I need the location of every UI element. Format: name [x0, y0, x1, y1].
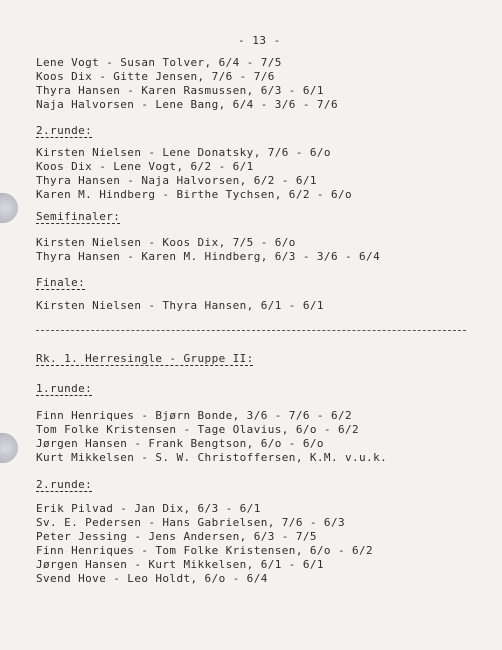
section-heading: Rk. 1. Herresingle - Gruppe II:: [36, 352, 254, 365]
page-number: - 13 -: [238, 34, 281, 47]
match-line: Jørgen Hansen - Frank Bengtson, 6/o - 6/o: [36, 437, 324, 450]
match-line: Sv. E. Pedersen - Hans Gabrielsen, 7/6 - 6/3: [36, 516, 345, 529]
match-line: Kirsten Nielsen - Koos Dix, 7/5 - 6/o: [36, 236, 296, 249]
match-line: Koos Dix - Lene Vogt, 6/2 - 6/1: [36, 160, 254, 173]
match-line: Finn Henriques - Tom Folke Kristensen, 6/o - 6/2: [36, 544, 374, 557]
match-line: Tom Folke Kristensen - Tage Olavius, 6/o - 6/2: [36, 423, 360, 436]
match-line: Kirsten Nielsen - Lene Donatsky, 7/6 - 6/o: [36, 146, 331, 159]
match-line: Koos Dix - Gitte Jensen, 7/6 - 7/6: [36, 70, 275, 83]
punch-hole-top: [0, 193, 18, 223]
match-line: Svend Hove - Leo Holdt, 6/o - 6/4: [36, 572, 268, 585]
section-divider: [36, 330, 466, 331]
match-line: Thyra Hansen - Karen Rasmussen, 6/3 - 6/1: [36, 84, 324, 97]
match-line: Peter Jessing - Jens Andersen, 6/3 - 7/5: [36, 530, 317, 543]
match-line: Lene Vogt - Susan Tolver, 6/4 - 7/5: [36, 56, 282, 69]
semifinal-heading: Semifinaler:: [36, 210, 121, 223]
match-line: Jørgen Hansen - Kurt Mikkelsen, 6/1 - 6/1: [36, 558, 324, 571]
punch-hole-bottom: [0, 433, 18, 463]
match-line: Kurt Mikkelsen - S. W. Christoffersen, K.M. v.u.k.: [36, 451, 388, 464]
final-heading: Finale:: [36, 276, 86, 289]
match-line: Erik Pilvad - Jan Dix, 6/3 - 6/1: [36, 502, 261, 515]
match-line: Kirsten Nielsen - Thyra Hansen, 6/1 - 6/1: [36, 299, 324, 312]
match-line: Karen M. Hindberg - Birthe Tychsen, 6/2 - 6/o: [36, 188, 353, 201]
match-line: Finn Henriques - Bjørn Bonde, 3/6 - 7/6 - 6/2: [36, 409, 353, 422]
match-line: Naja Halvorsen - Lene Bang, 6/4 - 3/6 - 7/6: [36, 98, 338, 111]
match-line: Thyra Hansen - Naja Halvorsen, 6/2 - 6/1: [36, 174, 317, 187]
match-line: Thyra Hansen - Karen M. Hindberg, 6/3 - 3/6 - 6/4: [36, 250, 381, 263]
round-1-heading: 1.runde:: [36, 382, 93, 395]
round-2b-heading: 2.runde:: [36, 478, 93, 491]
round-2-heading: 2.runde:: [36, 124, 93, 137]
